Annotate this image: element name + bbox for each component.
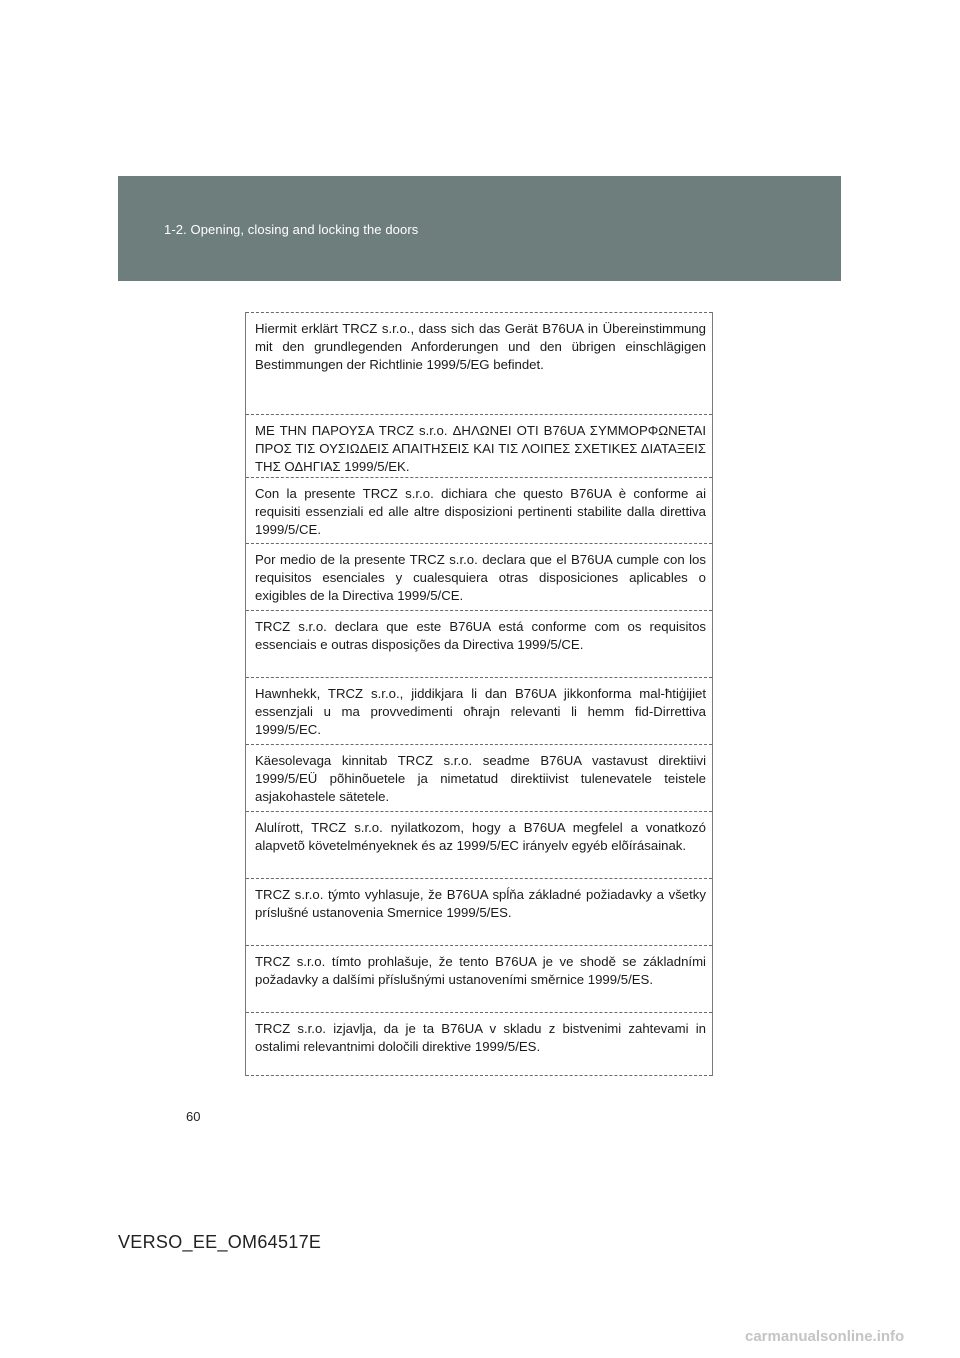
declaration-table [245, 312, 713, 1076]
declaration-spanish: Por medio de la presente TRCZ s.r.o. declara que el B76UA cumple con los requisitos esenciales y cualesquiera otras disposiciones aplicables o exigibles de la Directiva 1999/5/CE. [246, 543, 712, 610]
section-title: 1-2. Opening, closing and locking the doors [164, 222, 419, 237]
declaration-portuguese: TRCZ s.r.o. declara que este B76UA está conforme com os requisitos essenciais e outras disposições da Directiva 1999/5/CE. [246, 610, 712, 677]
page-number: 60 [186, 1109, 201, 1124]
declaration-estonian: Käesolevaga kinnitab TRCZ s.r.o. seadme B76UA vastavust direktiivi 1999/5/EÜ põhinõuetele ja nimetatud direktiivist tulenevatele teistele asjakohastele sätetele. [246, 744, 712, 811]
section-header-band [118, 176, 841, 281]
declaration-german: Hiermit erklärt TRCZ s.r.o., dass sich das Gerät B76UA in Übereinstimmung mit den grundlegenden Anforderungen und den übrigen einschlägigen Bestimmungen der Richtlinie 1999/5/EG befindet. [246, 312, 712, 414]
declaration-maltese: Hawnhekk, TRCZ s.r.o., jiddikjara li dan B76UA jikkonforma mal-ħtiġijiet essenzjali u ma provvedimenti oħrajn relevanti li hemm fid-Dirrettiva 1999/5/EC. [246, 677, 712, 744]
document-code: VERSO_EE_OM64517E [118, 1232, 322, 1252]
declaration-greek: ΜΕ ΤΗΝ ΠΑΡΟΥΣΑ TRCZ s.r.o. ΔΗΛΩΝΕΙ ΟΤΙ B76UA ΣΥΜΜΟΡΦΩΝΕΤΑΙ ΠΡΟΣ ΤΙΣ ΟΥΣΙΩΔΕΙΣ ΑΠΑΙΤΗΣΕΙΣ ΚΑΙ ΤΙΣ ΛΟΙΠΕΣ ΣΧΕΤΙΚΕΣ ΔΙΑΤΑΞΕΙΣ ΤΗΣ ΟΔΗΓΙΑΣ 1999/5/ΕΚ. [246, 414, 712, 477]
declaration-slovenian: TRCZ s.r.o. izjavlja, da je ta B76UA v skladu z bistvenimi zahtevami in ostalimi relevantnimi določili direktive 1999/5/ES. [246, 1012, 712, 1076]
declaration-italian: Con la presente TRCZ s.r.o. dichiara che questo B76UA è conforme ai requisiti essenziali ed alle altre disposizioni pertinenti stabilite dalla direttiva 1999/5/CE. [246, 477, 712, 543]
watermark: carmanualsonline.info [745, 1328, 905, 1345]
declaration-czech: TRCZ s.r.o. tímto prohlašuje, že tento B76UA je ve shodě se základními požadavky a dalšími příslušnými ustanoveními směrnice 1999/5/ES. [246, 945, 712, 1012]
declaration-hungarian: Alulírott, TRCZ s.r.o. nyilatkozom, hogy a B76UA megfelel a vonatkozó alapvetõ követelményeknek és az 1999/5/EC irányelv egyéb elõírásainak. [246, 811, 712, 878]
declaration-slovak: TRCZ s.r.o. týmto vyhlasuje, že B76UA spĺňa základné požiadavky a všetky príslušné ustanovenia Smernice 1999/5/ES. [246, 878, 712, 945]
